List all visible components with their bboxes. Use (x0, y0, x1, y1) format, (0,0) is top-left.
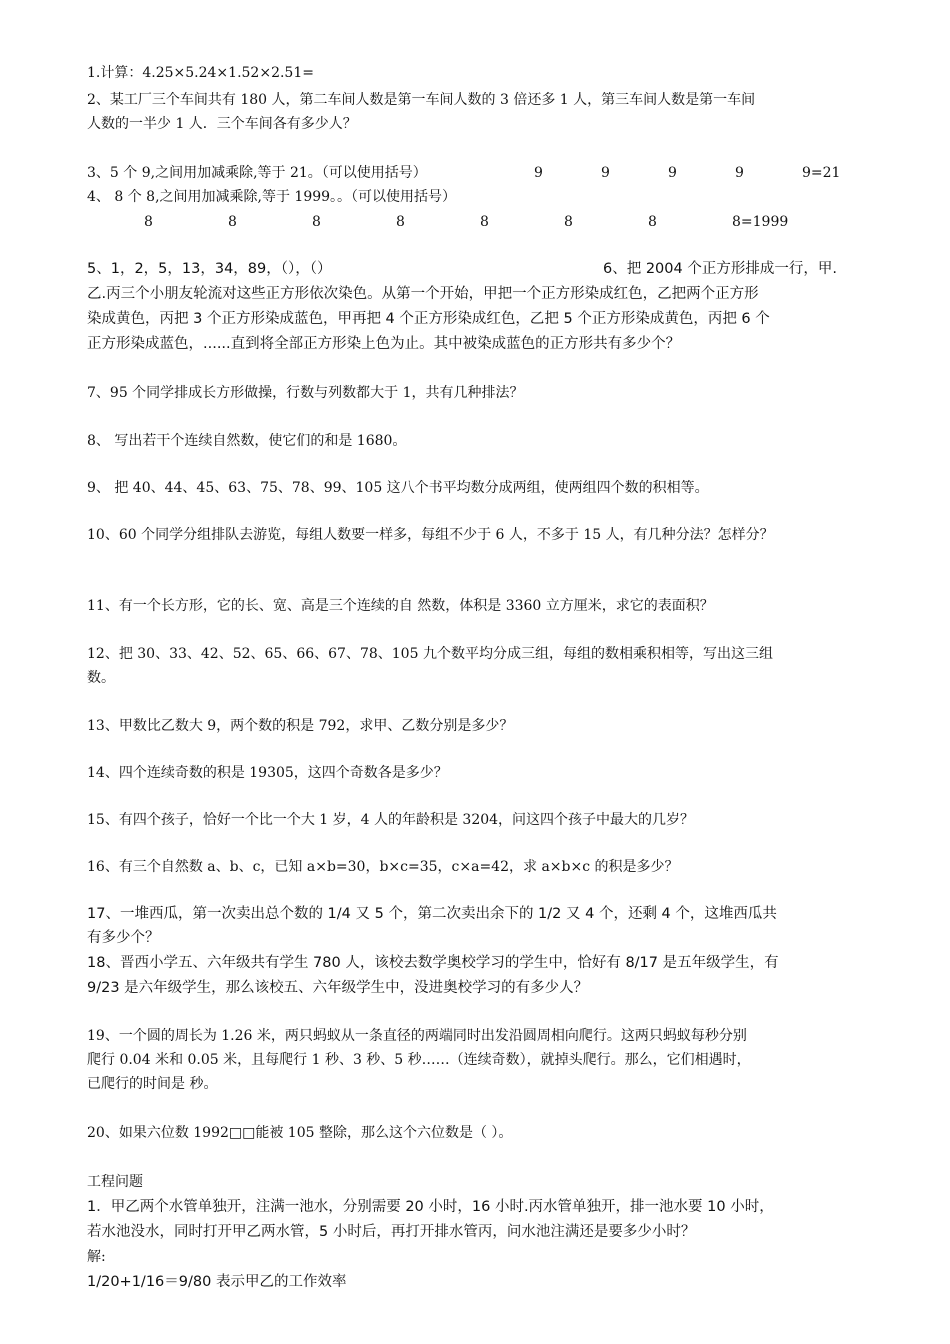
engineering-question-1-line-2: 若水池没水，同时打开甲乙两水管，5 小时后，再打开排水管丙，问水池注满还是要多少小时？ (87, 1224, 696, 1240)
question-3-number: 9 (601, 165, 610, 181)
question-3-number: 9 (735, 165, 744, 181)
question-7: 7、95 个同学排成长方形做操，行数与列数都大于 1，共有几种排法？ (87, 385, 524, 401)
question-3: 3、5 个 9,之间用加减乘除,等于 21。（可以使用括号） (87, 165, 427, 181)
question-17-line-1: 17、一堆西瓜，第一次卖出总个数的 1/4 又 5 个，第二次卖出余下的 1/2 又 4 个，还剩 4 个，这堆西瓜共 (87, 906, 777, 922)
question-4-number: 8 (396, 214, 405, 230)
question-15: 15、有四个孩子，恰好一个比一个大 1 岁，4 人的年龄积是 3204，问这四个孩子中最大的几岁？ (87, 812, 695, 828)
question-13: 13、甲数比乙数大 9，两个数的积是 792，求甲、乙数分别是多少？ (87, 718, 514, 734)
question-12-line-2: 数。 (87, 670, 115, 686)
question-2-line-2: 人数的一半少 1 人．三个车间各有多少人？ (87, 116, 357, 132)
solution-step-1: 1/20+1/16＝9/80 表示甲乙的工作效率 (87, 1274, 347, 1290)
question-19-line-1: 19、一个圆的周长为 1.26 米，两只蚂蚁从一条直径的两端同时出发沿圆周相向爬行。这两只蚂蚁每秒分别 (87, 1028, 747, 1044)
question-14: 14、四个连续奇数的积是 19305，这四个奇数各是多少？ (87, 765, 448, 781)
question-19-line-2: 爬行 0.04 米和 0.05 米，且每爬行 1 秒、3 秒、5 秒……（连续奇数），就掉头爬行。那么，它们相遇时， (87, 1052, 751, 1068)
question-6-line-4: 正方形染成蓝色，......直到将全部正方形染上色为止。其中被染成蓝色的正方形共有多少个？ (87, 336, 681, 352)
question-9: 9、 把 40、44、45、63、75、78、99、105 这八个书平均数分成两组，使两组四个数的积相等。 (87, 480, 709, 496)
solution-label: 解: (87, 1249, 106, 1265)
question-19-line-3: 已爬行的时间是 秒。 (87, 1076, 218, 1092)
question-4: 4、 8 个 8,之间用加减乘除,等于 1999。。（可以使用括号） (87, 189, 457, 205)
question-20: 20、如果六位数 1992□□能被 105 整除，那么这个六位数是（ ）。 (87, 1125, 513, 1141)
question-10: 10、60 个同学分组排队去游览，每组人数要一样多，每组不少于 6 人，不多于 15 人，有几种分法？怎样分？ (87, 527, 774, 543)
question-12-line-1: 12、把 30、33、42、52、65、66、67、78、105 九个数平均分成三组，每组的数相乘积相等，写出这三组 (87, 646, 773, 662)
question-2-line-1: 2、某工厂三个车间共有 180 人，第二车间人数是第一车间人数的 3 倍还多 1 人，第三车间人数是第一车间 (87, 92, 756, 108)
question-16: 16、有三个自然数 a、b、c，已知 a×b=30，b×c=35，c×a=42，求 a×b×c 的积是多少？ (87, 859, 679, 875)
question-17-line-2: 有多少个？ (87, 930, 160, 946)
section-title: 工程问题 (87, 1174, 143, 1190)
question-11: 11、有一个长方形，它的长、宽、高是三个连续的自 然数，体积是 3360 立方厘米，求它的表面积？ (87, 598, 714, 614)
question-4-number: 8 (144, 214, 153, 230)
question-4-result: 8=1999 (732, 214, 789, 230)
question-4-number: 8 (648, 214, 657, 230)
question-8: 8、 写出若干个连续自然数，使它们的和是 1680。 (87, 433, 407, 449)
question-4-number: 8 (228, 214, 237, 230)
question-3-number: 9 (534, 165, 543, 181)
question-3-number: 9 (668, 165, 677, 181)
question-6-line-1: 6、把 2004 个正方形排成一行，甲. (603, 261, 837, 277)
question-6-line-2: 乙.丙三个小朋友轮流对这些正方形依次染色。从第一个开始，甲把一个正方形染成红色，乙把两个正方形 (87, 286, 759, 302)
question-5: 5、1，2，5，13，34，89，（），（） (87, 261, 332, 277)
question-4-number: 8 (312, 214, 321, 230)
question-18-line-1: 18、晋西小学五、六年级共有学生 780 人，该校去数学奥校学习的学生中，恰好有 8/17 是五年级学生，有 (87, 955, 779, 971)
question-4-number: 8 (564, 214, 573, 230)
question-1: 1.计算：4.25×5.24×1.52×2.51= (87, 65, 314, 81)
question-18-line-2: 9/23 是六年级学生，那么该校五、六年级学生中，没进奥校学习的有多少人？ (87, 980, 589, 996)
question-3-result: 9=21 (802, 165, 841, 181)
question-6-line-3: 染成黄色，丙把 3 个正方形染成蓝色，甲再把 4 个正方形染成红色，乙把 5 个正方形染成黄色，丙把 6 个 (87, 311, 770, 327)
question-4-number: 8 (480, 214, 489, 230)
engineering-question-1-line-1: 1．甲乙两个水管单独开，注满一池水，分别需要 20 小时，16 小时.丙水管单独开，排一池水要 10 小时， (87, 1199, 774, 1215)
